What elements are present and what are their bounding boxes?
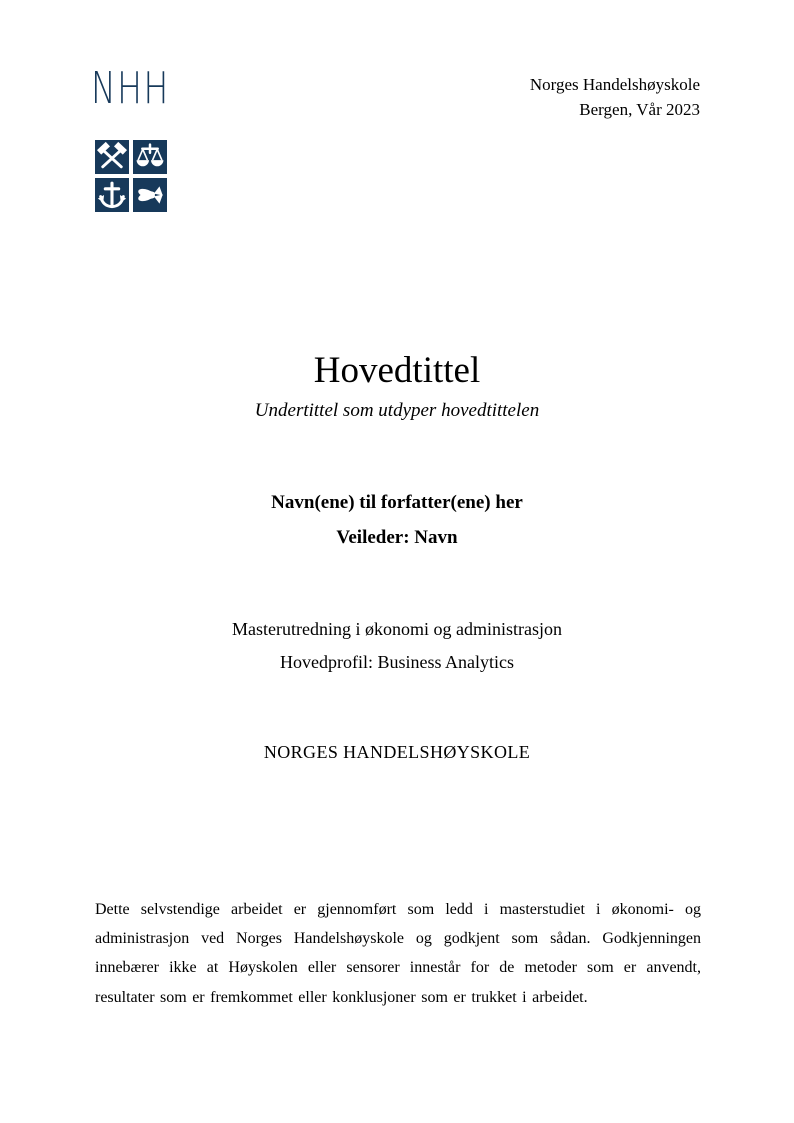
crossed-hammers-icon xyxy=(95,140,129,174)
page-subtitle: Undertittel som utdyper hovedtittelen xyxy=(254,400,540,421)
anchor-icon xyxy=(95,178,129,212)
nhh-logo-icon-grid xyxy=(95,140,167,212)
disclaimer-paragraph: Dette selvstendige arbeidet er gjennomført som ledd i masterstudiet i økonomi- og administrasjon ved Norges Handelshøyskole og godkjent som sådan. Godkjenningen innebærer ikke at Høyskolen eller sensorer innestår for de metoder som er anvendt, resultater som er fremkommet eller konklusjoner som er trukket i arbeidet. xyxy=(95,901,701,1006)
scales-icon xyxy=(133,140,167,174)
header-institution-block xyxy=(530,72,700,122)
header-semester: Bergen, Vår 2023 xyxy=(579,100,700,119)
degree-line: Masterutredning i økonomi og administrasjon xyxy=(232,619,562,639)
page-title: Hovedtittel xyxy=(313,350,481,391)
header-institution: Norges Handelshøyskole xyxy=(529,75,700,94)
authors-line: Navn(ene) til forfatter(ene) her xyxy=(271,492,523,513)
supervisor-line: Veileder: Navn xyxy=(336,527,458,548)
nhh-wordmark: NHH xyxy=(91,62,170,114)
institution-name: NORGES HANDELSHØYSKOLE xyxy=(263,742,531,762)
profile-line: Hovedprofil: Business Analytics xyxy=(280,652,514,672)
crossed-fish-icon xyxy=(133,178,167,212)
